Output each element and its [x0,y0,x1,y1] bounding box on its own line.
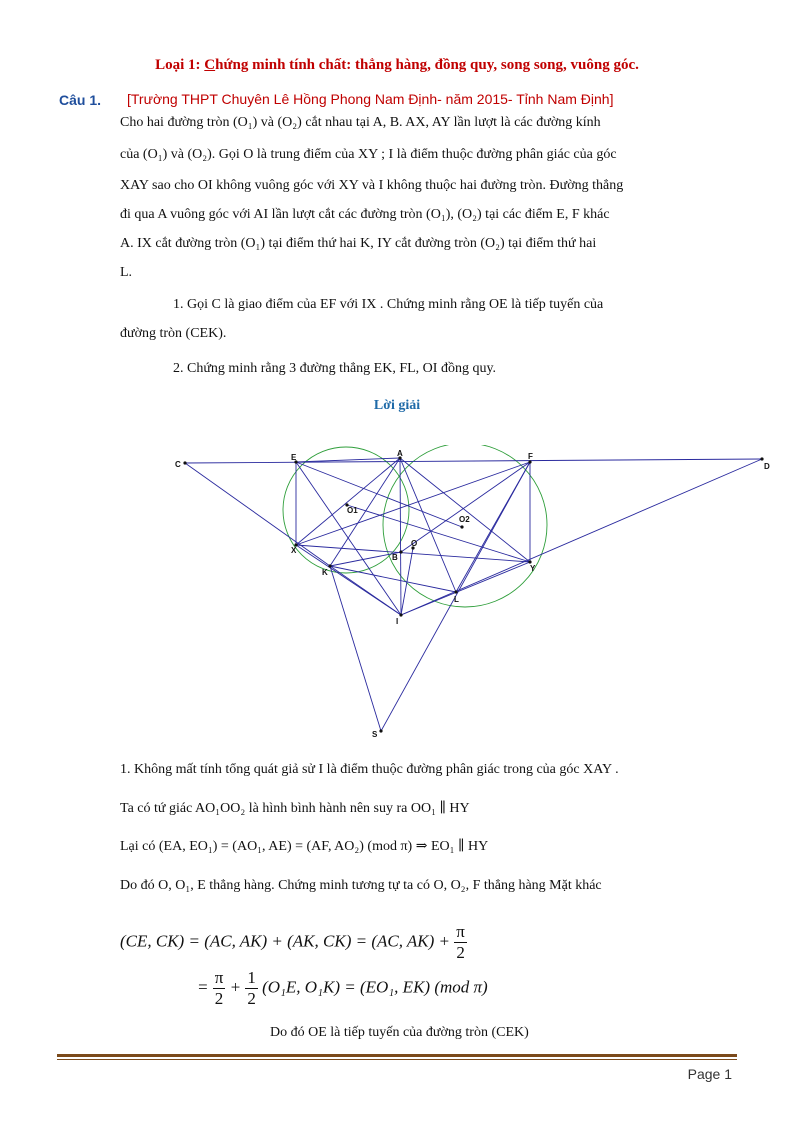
label-Y: Y [530,564,536,573]
label-O: O [411,539,418,548]
page-number: Page 1 [687,1066,732,1082]
label-F: F [528,452,533,461]
label-C: C [175,460,181,469]
frac-den: 2 [456,943,465,962]
line-XA [296,458,400,545]
line-OI [401,548,413,615]
section-title [0,57,794,74]
problem-line-2: của (O₁) và (O₂). Gọi O là trung điểm của XY ; I là điểm thuộc đường phân giác của góc [120,147,617,162]
title-rest: hứng minh tính chất: thẳng hàng, đồng quy, song song, vuông góc. [215,57,639,73]
equation-line-2 [197,968,488,1009]
label-L: L [454,595,459,604]
question-label: Câu 1. [59,92,102,108]
label-D: D [764,462,770,471]
line-FL [456,462,530,592]
problem-line-6: L. [120,265,133,280]
fraction-1-over-2 [245,968,258,1009]
solution-line-2: Ta có tứ giác AO₁OO₂ là hình bình hành nên suy ra OO₁ ∥ HY [120,801,470,816]
part1-line-1: 1. Gọi C là giao điểm của EF với IX . Chứng minh rằng OE là tiếp tuyến của [173,297,604,312]
solution-heading: Lời giải [373,398,421,413]
line-YO1 [347,505,530,562]
problem-line-3: XAY sao cho OI không vuông góc với XY và I không thuộc hai đường tròn. Đường thẳng [120,178,624,193]
footer-rule [57,1054,737,1057]
fraction-pi-over-2-b [213,968,226,1009]
frac-num: π [456,922,465,941]
solution-line-3: Lại có (EA, EO₁) = (AO₁, AE) = (AF, AO₂) (mod π) ⇒ EO₁ ∥ HY [120,839,489,854]
part1-line-2: đường tròn (CEK). [120,326,227,341]
label-K: K [322,568,328,577]
frac-num: π [214,968,224,987]
title-prefix: Loại 1: [155,57,205,73]
line-CK [185,463,330,566]
conclusion-line: Do đó OE là tiếp tuyến của đường tròn (CEK) [270,1025,529,1040]
line-XF [296,462,530,545]
footer-rule-thin [57,1059,737,1060]
label-X: X [291,546,297,555]
label-O2: O2 [459,515,470,524]
solution-line-4: Do đó O, O₁, E thẳng hàng. Chứng minh tương tự ta có O, O₂, F thẳng hàng Mặt khác [120,878,602,893]
line-KS [330,566,381,731]
label-S: S [372,730,378,739]
part2-line: 2. Chứng minh rằng 3 đường thẳng EK, FL, OI đồng quy. [173,361,497,376]
line-CD [185,459,762,463]
label-O1: O1 [347,506,358,515]
equation-2-plus: + [229,977,242,997]
question-source: [Trường THPT Chuyên Lê Hồng Phong Nam Định- năm 2015- Tỉnh Nam Định] [127,91,614,107]
equation-line-1 [120,922,467,963]
frac-den: 2 [214,989,224,1008]
label-I: I [396,617,399,626]
label-E: E [291,453,297,462]
geometry-figure [170,445,780,740]
label-B: B [392,553,398,562]
frac-den: 2 [247,989,256,1008]
frac-num: 1 [247,968,256,987]
problem-line-1: Cho hai đường tròn (O₁) và (O₂) cắt nhau tại A, B. AX, AY lần lượt là các đường kính [120,115,601,130]
title-underlined-letter: C [204,57,216,73]
circle-O2 [383,445,547,607]
fraction-pi-over-2 [454,922,467,963]
equation-2-equals: = [197,977,209,997]
line-EI [296,462,401,615]
problem-line-4: đi qua A vuông góc với AI lần lượt cắt các đường tròn (O₁), (O₂) tại các điểm E, F khác [120,207,610,222]
equation-2-text: (O₁E, O₁K) = (EO₁, EK) (mod π) [262,977,488,997]
problem-line-5: A. IX cắt đường tròn (O₁) tại điểm thứ hai K, IY cắt đường tròn (O₂) tại điểm thứ hai [120,236,597,251]
label-A: A [397,449,403,458]
line-AI [400,458,401,615]
equation-1-text: (CE, CK) = (AC, AK) + (AK, CK) = (AC, AK) + [120,931,451,951]
solution-line-1: 1. Không mất tính tổng quát giả sử I là điểm thuộc đường phân giác trong của góc XAY . [120,762,619,777]
